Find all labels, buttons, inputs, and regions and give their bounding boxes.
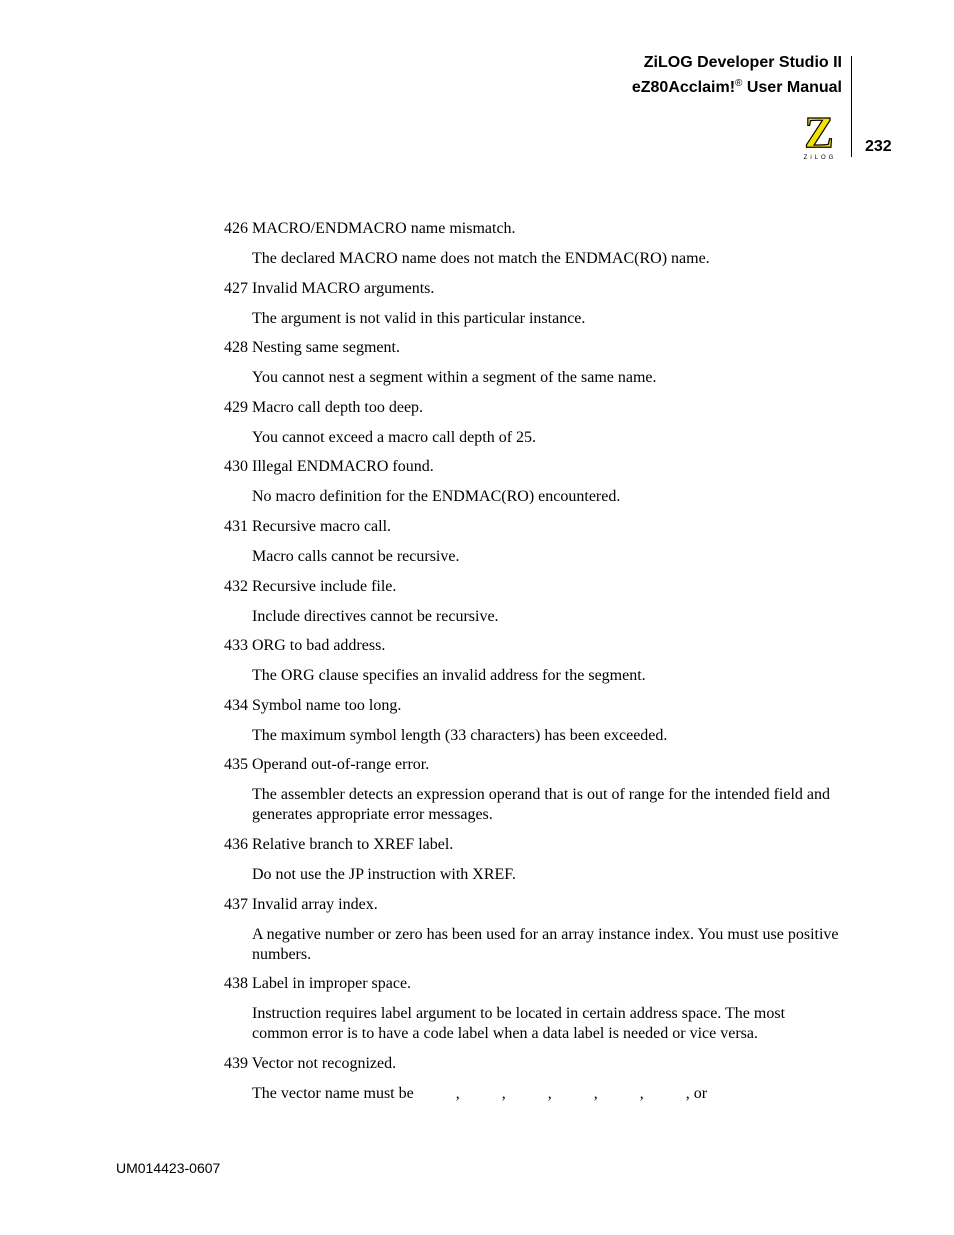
- zilog-logo: [796, 113, 844, 166]
- error-entry: [224, 636, 844, 686]
- error-entry: [224, 974, 844, 1044]
- error-heading: 433 ORG to bad address.: [224, 637, 386, 655]
- error-description: [252, 1084, 844, 1104]
- error-description: Do not use the JP instruction with XREF.: [252, 865, 516, 883]
- error-entry: [224, 835, 844, 885]
- error-heading: 428 Nesting same segment.: [224, 339, 400, 357]
- error-description: Instruction requires label argument to be located in certain address space. The most common error is to have a code label when a data label is needed or vice versa.: [252, 1005, 786, 1043]
- error-heading: 439 Vector not recognized.: [224, 1054, 397, 1072]
- error-description: The argument is not valid in this particular instance.: [252, 309, 586, 327]
- error-entry: [224, 755, 844, 825]
- error-entry: [224, 338, 844, 388]
- logo-z-glyph: Z: [804, 113, 834, 157]
- zilog-logo-mark: [796, 113, 844, 161]
- product-name: eZ80Acclaim!: [631, 79, 736, 96]
- error-heading: 438 Label in improper space.: [224, 975, 412, 993]
- error-description: You cannot nest a segment within a segment of the same name.: [252, 369, 657, 387]
- error-description: A negative number or zero has been used for an array instance index. You must use positive numbers.: [252, 925, 839, 963]
- error-entry: [224, 398, 844, 448]
- document-title-line2: [632, 73, 842, 98]
- error-description: The maximum symbol length (33 characters) has been exceeded.: [252, 726, 668, 744]
- error-entry: [224, 577, 844, 627]
- error-heading: 435 Operand out-of-range error.: [224, 756, 430, 774]
- error-description: Macro calls cannot be recursive.: [252, 547, 460, 565]
- registered-mark: ®: [735, 78, 743, 89]
- vector-separator: , or: [685, 1084, 708, 1102]
- error-list: [224, 219, 844, 1113]
- page-number: 232: [865, 138, 892, 155]
- footer-doc-id: UM014423-0607: [116, 1160, 221, 1176]
- error-description: The declared MACRO name does not match the ENDMAC(RO) name.: [252, 250, 710, 267]
- manual-label: User Manual: [742, 79, 842, 96]
- vector-separator: ,: [455, 1084, 460, 1102]
- error-entry: [224, 219, 844, 269]
- error-heading: 437 Invalid array index.: [224, 895, 378, 913]
- error-entry: [224, 1054, 844, 1104]
- error-heading: 426 MACRO/ENDMACRO name mismatch.: [224, 220, 516, 237]
- error-heading: 436 Relative branch to XREF label.: [224, 835, 454, 853]
- vector-prefix: The vector name must be: [252, 1084, 414, 1102]
- vector-separator: ,: [501, 1084, 506, 1102]
- error-entry: [224, 279, 844, 329]
- document-title: [632, 52, 842, 98]
- vector-separator: ,: [639, 1084, 644, 1102]
- logo-wordmark: ZiLOG: [803, 155, 837, 161]
- error-entry: [224, 517, 844, 567]
- error-description: The ORG clause specifies an invalid address for the segment.: [252, 667, 646, 685]
- error-heading: 431 Recursive macro call.: [224, 517, 392, 535]
- vector-separator: ,: [593, 1084, 598, 1102]
- error-heading: 432 Recursive include file.: [224, 577, 397, 595]
- error-description: You cannot exceed a macro call depth of 25.: [252, 428, 537, 446]
- error-entry: [224, 457, 844, 507]
- error-heading: 429 Macro call depth too deep.: [224, 398, 424, 416]
- error-heading: 434 Symbol name too long.: [224, 696, 402, 714]
- error-description: No macro definition for the ENDMAC(RO) encountered.: [252, 488, 621, 506]
- error-description: The assembler detects an expression operand that is out of range for the intended field and generates appropriate error messages.: [252, 786, 831, 824]
- document-title-line1: ZiLOG Developer Studio II: [643, 54, 842, 71]
- error-entry: [224, 895, 844, 965]
- error-heading: 427 Invalid MACRO arguments.: [224, 279, 435, 297]
- error-description: Include directives cannot be recursive.: [252, 607, 499, 625]
- error-heading: 430 Illegal ENDMACRO found.: [224, 458, 434, 476]
- header-divider: [851, 56, 852, 157]
- vector-separator: ,: [547, 1084, 552, 1102]
- error-entry: [224, 696, 844, 746]
